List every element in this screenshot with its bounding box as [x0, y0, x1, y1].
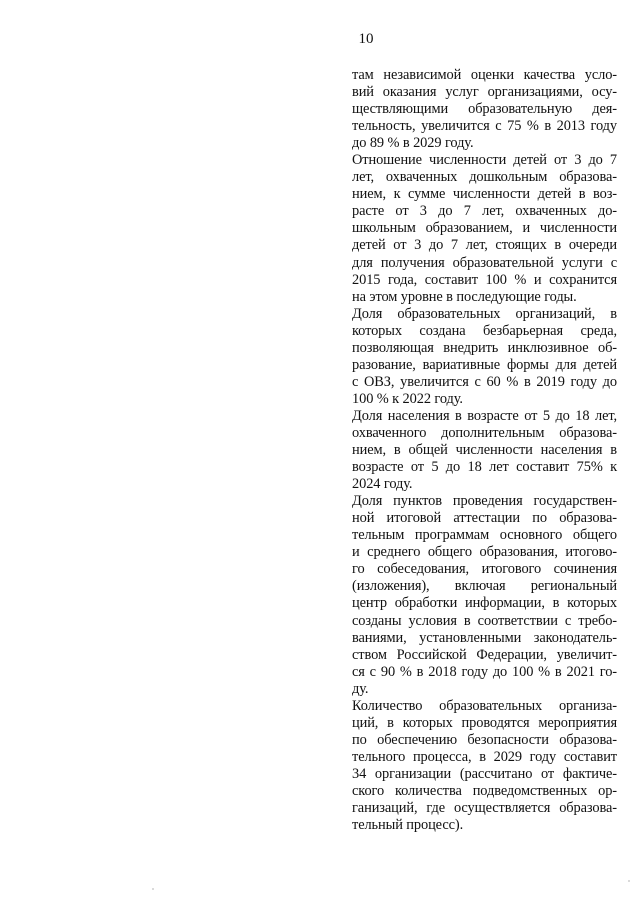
text-line: Доля пунктов проведения государствен-: [352, 493, 617, 510]
text-line: ной итоговой аттестации по образова-: [352, 510, 617, 527]
page-number: 10: [358, 31, 374, 47]
text-line: школьным образованием, и численности: [352, 220, 617, 237]
text-line: Отношение численности детей от 3 до 7: [352, 152, 617, 169]
text-line: Доля образовательных организаций, в: [352, 305, 617, 322]
text-line: ганизаций, где осуществляется образова-: [352, 800, 617, 817]
text-line: с ОВЗ, увеличится с 60 % в 2019 году до: [352, 373, 617, 390]
text-line: охваченного дополнительным образова-: [352, 424, 617, 441]
text-line: по обеспечению безопасности образова-: [352, 731, 617, 748]
paragraph-preschool-coverage: [352, 152, 617, 305]
text-line: расте от 3 до 7 лет, охваченных до-: [352, 203, 617, 220]
text-column: [352, 67, 617, 834]
text-line: го собеседования, итогового сочинения: [352, 561, 617, 578]
text-line: (изложения), включая региональный: [352, 578, 617, 595]
text-line: ством Российской Федерации, увеличит-: [352, 646, 617, 663]
text-line: детей от 3 до 7 лет, стоящих в очереди: [352, 237, 617, 254]
text-line: 34 организации (рассчитано от фактиче-: [352, 765, 617, 782]
text-line: которых создана безбарьерная среда,: [352, 322, 617, 339]
paragraph-safety-measures: [352, 698, 617, 834]
paragraph-barrier-free: [352, 306, 617, 408]
text-line: там независимой оценки качества усло-: [352, 67, 617, 83]
paragraph-exam-points: [352, 493, 617, 698]
text-line: разование, вариативные формы для детей: [352, 356, 617, 373]
paragraph-additional-education: [352, 408, 617, 493]
text-line: ду.: [352, 680, 369, 697]
scan-speck: [152, 888, 154, 890]
paragraph-independent-assessment: [352, 67, 617, 152]
text-line: тельный процесс).: [352, 817, 464, 834]
text-line: созданы условия в соответствии с требо-: [352, 612, 617, 629]
scan-speck: [628, 880, 630, 882]
text-line: ского количества подведомственных ор-: [352, 782, 617, 799]
text-line: нием, в общей численности населения в: [352, 442, 617, 459]
text-line: до 89 % в 2029 году.: [352, 135, 474, 152]
text-line: ществляющими образовательную дея-: [352, 101, 617, 118]
text-line: на этом уровне в последующие годы.: [352, 288, 577, 305]
text-line: возрасте от 5 до 18 лет составит 75% к: [352, 459, 617, 476]
text-line: и среднего общего образования, итогово-: [352, 544, 617, 561]
text-line: Количество образовательных организа-: [352, 697, 617, 714]
text-line: ся с 90 % в 2018 году до 100 % в 2021 го-: [352, 663, 617, 680]
text-line: центр обработки информации, в которых: [352, 595, 617, 612]
text-line: ций, в которых проводятся мероприятия: [352, 714, 617, 731]
text-line: 2015 года, составит 100 % и сохранится: [352, 271, 617, 288]
text-line: лет, охваченных дошкольным образова-: [352, 169, 617, 186]
text-line: Доля населения в возрасте от 5 до 18 лет,: [352, 407, 617, 424]
text-line: для получения образовательной услуги с: [352, 254, 617, 271]
text-line: позволяющая внедрить инклюзивное об-: [352, 339, 617, 356]
text-line: тельного процесса, в 2029 году составит: [352, 748, 617, 765]
text-line: 2024 году.: [352, 476, 413, 493]
text-line: нием, к сумме численности детей в воз-: [352, 186, 617, 203]
text-line: тельным программам основного общего: [352, 527, 617, 544]
text-line: тельность, увеличится с 75 % в 2013 году: [352, 118, 617, 135]
text-line: вий оказания услуг организациями, осу-: [352, 84, 617, 101]
text-line: 100 % к 2022 году.: [352, 390, 463, 407]
text-line: ваниями, установленными законодатель-: [352, 629, 617, 646]
